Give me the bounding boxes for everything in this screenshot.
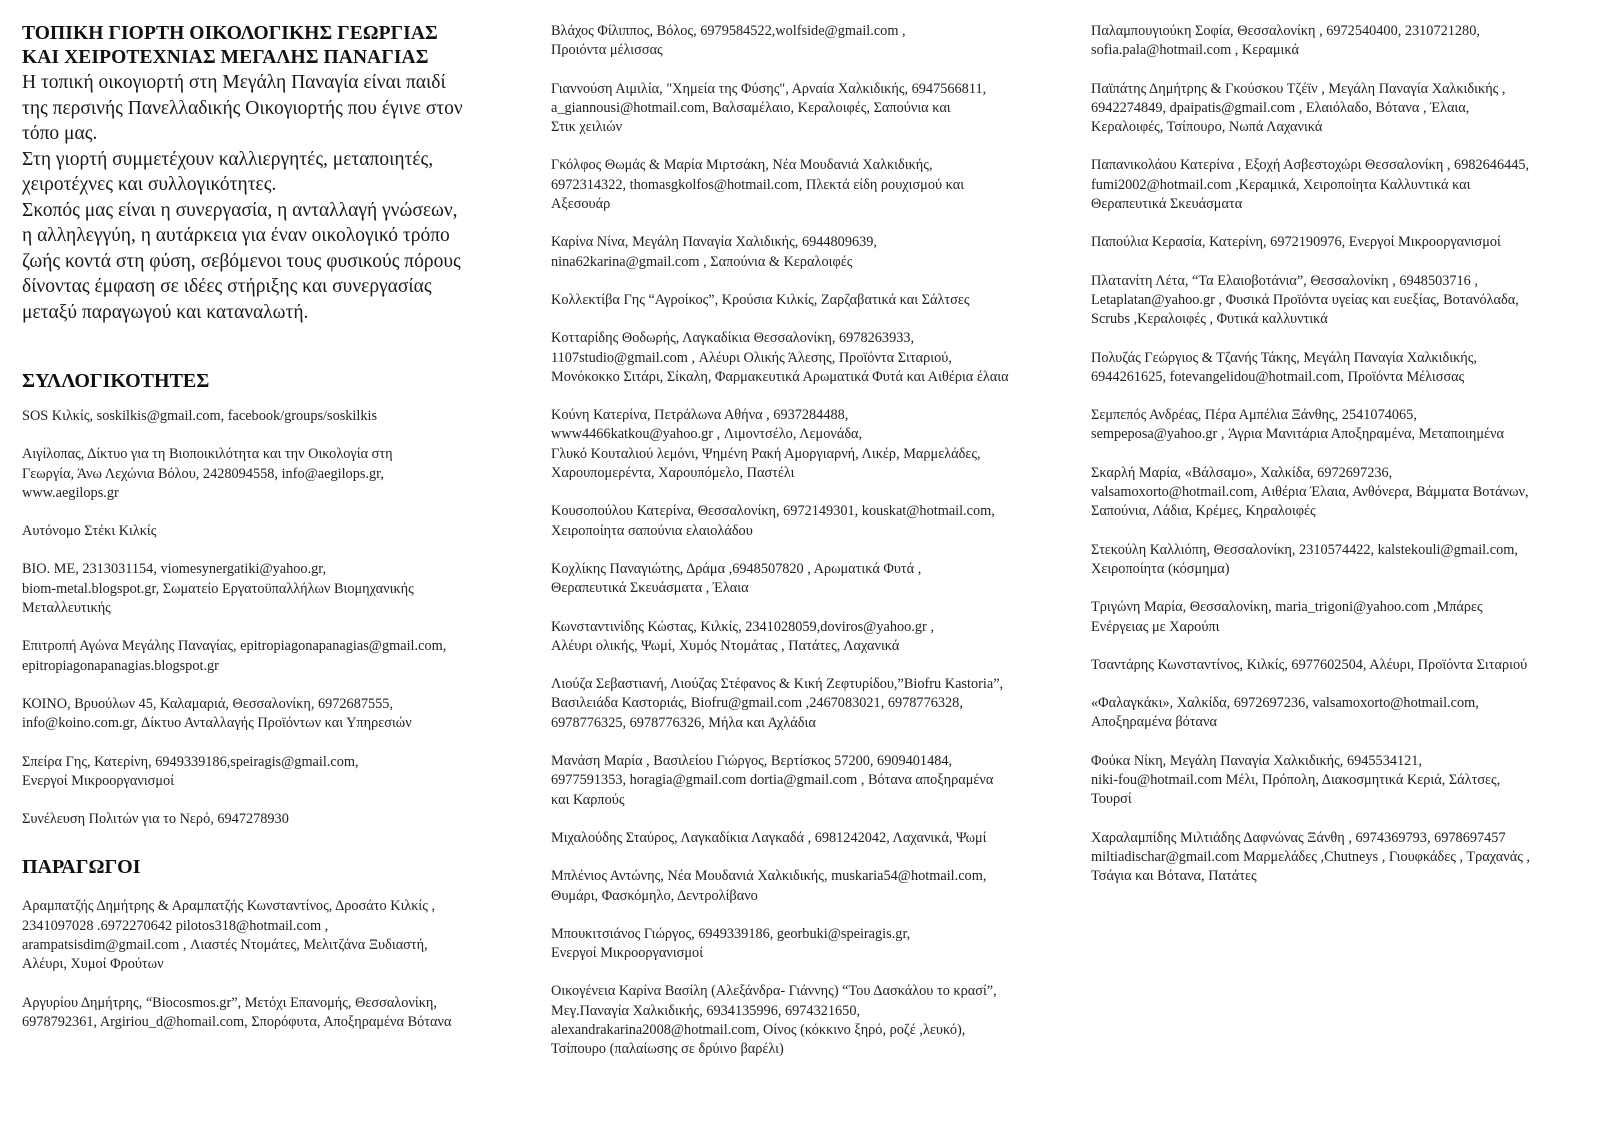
entry-line: www4466katkou@yahoo.gr , Λιμοντσέλο, Λεμονάδα, bbox=[551, 426, 863, 443]
entry-line: 6978776325, 6978776326, Μήλα και Αχλάδια bbox=[551, 714, 816, 731]
entry-line: Στικ χειλιών bbox=[551, 119, 623, 136]
collective-entry bbox=[22, 637, 522, 676]
entry-line: 6942274849, dpaipatis@gmail.com , Ελαιόλαδο, Βότανα , Έλαια, bbox=[1091, 99, 1470, 116]
entry-line: 6977591353, horagia@gmail.com dortia@gmail.com , Βότανα αποξηραμένα bbox=[551, 772, 994, 789]
column-left bbox=[22, 22, 522, 1051]
entry-line: Σπείρα Γης, Κατερίνη, 6949339186,speiragis@gmail.com, bbox=[22, 753, 359, 770]
producer-entry bbox=[551, 829, 1071, 848]
entry-line: Ενέργειας με Χαρούπι bbox=[1091, 618, 1220, 635]
entry-line: Οικογένεια Καρίνα Βασίλη (Αλεξάνδρα- Γιάννης) “Του Δασκάλου το κρασί”, bbox=[551, 983, 997, 1000]
producer-entry bbox=[551, 80, 1071, 138]
producer-entry bbox=[1091, 464, 1591, 522]
producer-entry bbox=[1091, 80, 1591, 138]
producer-entry bbox=[1091, 156, 1591, 214]
producer-entry bbox=[551, 867, 1071, 906]
document-title bbox=[22, 22, 522, 70]
entry-line: biom-metal.blogspot.gr, Σωματείο Εργατοϋπαλλήλων Βιομηχανικής bbox=[22, 580, 414, 597]
entry-line: valsamoxorto@hotmail.com, Αιθέρια Έλαια, Ανθόνερα, Βάμματα Βοτάνων, bbox=[1091, 484, 1529, 501]
entry-line: Λιούζα Σεβαστιανή, Λιούζας Στέφανος & Κική Ζεφτυρίδου,”Biofru Kastoria”, bbox=[551, 676, 1004, 693]
entry-line: Μιχαλούδης Σταύρος, Λαγκαδίκια Λαγκαδά , 6981242042, Λαχανικά, Ψωμί bbox=[551, 829, 987, 846]
entry-line: Τουρσί bbox=[1091, 791, 1132, 808]
intro-line: Στη γιορτή συμμετέχουν καλλιεργητές, μεταποιητές, bbox=[22, 148, 434, 170]
producer-entry bbox=[1091, 752, 1591, 810]
entry-line: Παπούλια Κερασία, Κατερίνη, 6972190976, Ενεργοί Μικροοργανισμοί bbox=[1091, 234, 1501, 251]
entry-line: 1107studio@gmail.com , Αλέυρι Ολικής Άλεσης, Προϊόντα Σιταριού, bbox=[551, 349, 952, 366]
entry-line: a_giannousi@hotmail.com, Βαλσαμέλαιο, Κεραλοιφές, Σαπούνια και bbox=[551, 99, 951, 116]
entry-line: Γκόλφος Θωμάς & Μαρία Μιρτσάκη, Νέα Μουδανιά Χαλκιδικής, bbox=[551, 157, 933, 174]
entry-line: Γλυκό Κουταλιού λεμόνι, Ψημένη Ρακή Αμοργιαρνή, Λικέρ, Μαρμελάδες, bbox=[551, 445, 981, 462]
entry-line: Βλάχος Φίλιππος, Βόλος, 6979584522,wolfside@gmail.com , bbox=[551, 23, 906, 39]
entry-line: Τριγώνη Μαρία, Θεσσαλονίκη, maria_trigoni@yahoo.com ,Μπάρες bbox=[1091, 599, 1483, 616]
entry-line: Κουσοπούλου Κατερίνα, Θεσσαλονίκη, 6972149301, kouskat@hotmail.com, bbox=[551, 503, 995, 520]
producer-entry bbox=[551, 982, 1071, 1059]
entry-line: Φούκα Νίκη, Μεγάλη Παναγία Χαλκιδικής, 6945534121, bbox=[1091, 752, 1423, 769]
entry-line: Αιγίλοπας, Δίκτυο για τη Βιοποικιλότητα και την Οικολογία στη bbox=[22, 446, 393, 463]
producer-entry bbox=[551, 560, 1071, 599]
entry-line: Σκαρλή Μαρία, «Βάλσαμο», Χαλκίδα, 6972697236, bbox=[1091, 464, 1393, 481]
entry-line: epitropiagonapanagias.blogspot.gr bbox=[22, 657, 219, 674]
entry-line: Κεραλοιφές, Τσίπουρο, Νωπά Λαχανικά bbox=[1091, 119, 1323, 136]
collective-entry bbox=[22, 753, 522, 792]
intro-line: τόπο μας. bbox=[22, 123, 98, 144]
intro-line: Η τοπική οικογιορτή στη Μεγάλη Παναγία είναι παιδί bbox=[22, 72, 446, 93]
entry-line: Πλατανίτη Λέτα, “Τα Ελαιοβοτάνια”, Θεσσαλονίκη , 6948503716 , bbox=[1091, 272, 1478, 289]
entry-line: Τσαντάρης Κωνσταντίνος, Κιλκίς, 6977602504, Αλέυρι, Προϊόντα Σιταριού bbox=[1091, 656, 1528, 673]
entry-line: Χειροποίητα σαπούνια ελαιολάδου bbox=[551, 522, 753, 539]
entry-line: Scrubs ,Κεραλοιφές , Φυτικά καλλυντικά bbox=[1091, 311, 1328, 328]
entry-line: www.aegilops.gr bbox=[22, 484, 119, 501]
intro-line: ζωής κοντά στη φύση, σεβόμενοι τους φυσικούς πόρους bbox=[22, 250, 461, 272]
entry-line: Αποξηραμένα βότανα bbox=[1091, 714, 1217, 731]
entry-line: Κολλεκτίβα Γης “Αγροίκος”, Κρούσια Κιλκίς, Ζαρζαβατικά και Σάλτσες bbox=[551, 291, 970, 308]
producer-entry bbox=[1091, 541, 1591, 580]
producer-entry bbox=[551, 752, 1071, 810]
entry-line: Μονόκοκκο Σιτάρι, Σίκαλη, Φαρμακευτικά Αρωματικά Φυτά και Αιθέρια έλαια bbox=[551, 368, 1009, 385]
entry-line: Αλέυρι, Χυμοί Φρούτων bbox=[22, 956, 164, 973]
producer-entry bbox=[1091, 694, 1591, 733]
entry-line: Χαραλαμπίδης Μιλτιάδης Δαφνώνας Ξάνθη , 6974369793, 6978697457 bbox=[1091, 829, 1506, 846]
entry-line: Αργυρίου Δημήτρης, “Biocosmos.gr”, Μετόχι Επανομής, Θεσσαλονίκη, bbox=[22, 994, 437, 1011]
entry-line: Παλαμπουγιούκη Σοφία, Θεσσαλονίκη , 6972540400, 2310721280, bbox=[1091, 23, 1480, 39]
entry-line: «Φαλαγκάκι», Χαλκίδα, 6972697236, valsamoxorto@hotmail.com, bbox=[1091, 695, 1479, 712]
producer-entry bbox=[22, 994, 522, 1033]
intro-paragraph bbox=[22, 70, 522, 325]
producer-entry bbox=[1091, 598, 1591, 637]
entry-line: Μπουκιτσιάνος Γιώργος, 6949339186, georbuki@speiragis.gr, bbox=[551, 925, 911, 942]
entry-line: Χαρουπομερέντα, Χαρουπόμελο, Παστέλι bbox=[551, 465, 795, 482]
section-heading-producers: ΠΑΡΑΓΩΓΟΙ bbox=[22, 856, 141, 879]
intro-line: η αλληλεγγύη, η αυτάρκεια για έναν οικολογικό τρόπο bbox=[22, 225, 450, 246]
title-line-1: ΤΟΠΙΚΗ ΓΙΟΡΤΗ ΟΙΚΟΛΟΓΙΚΗΣ ΓΕΩΡΓΙΑΣ bbox=[22, 23, 438, 44]
entry-line: Μπλένιος Αντώνης, Νέα Μουδανιά Χαλκιδικής, muskaria54@hotmail.com, bbox=[551, 868, 987, 885]
collective-entry bbox=[22, 407, 522, 426]
producers-list-part-1 bbox=[22, 897, 522, 1032]
producer-entry bbox=[551, 618, 1071, 657]
producer-entry bbox=[22, 897, 522, 974]
entry-line: Θυμάρι, Φασκόμηλο, Δεντρολίβανο bbox=[551, 887, 758, 904]
entry-line: nina62karina@gmail.com , Σαπούνια & Κεραλοιφές bbox=[551, 253, 853, 270]
entry-line: και Καρπούς bbox=[551, 791, 625, 808]
entry-line: sofia.pala@hotmail.com , Κεραμικά bbox=[1091, 42, 1299, 59]
entry-line: fumi2002@hotmail.com ,Κεραμικά, Χειροποίητα Καλλυντικά και bbox=[1091, 176, 1471, 193]
producer-entry bbox=[551, 502, 1071, 541]
entry-line: Αυτόνομο Στέκι Κιλκίς bbox=[22, 523, 157, 540]
entry-line: 6978792361, Argiriou_d@homail.com, Σπορόφυτα, Αποξηραμένα Βότανα bbox=[22, 1013, 452, 1030]
column-middle bbox=[551, 22, 1071, 1079]
entry-line: Letaplatan@yahoo.gr , Φυσικά Προϊόντα υγείας και ευεξίας, Βοτανόλαδα, bbox=[1091, 291, 1519, 308]
producer-entry bbox=[551, 675, 1071, 733]
producers-list-part-3 bbox=[1091, 22, 1591, 887]
entry-line: Αραμπατζής Δημήτρης & Αραμπατζής Κωνσταντίνος, Δροσάτο Κιλκίς , bbox=[22, 898, 436, 915]
producer-entry bbox=[1091, 22, 1591, 61]
producer-entry bbox=[551, 156, 1071, 214]
intro-line: χειροτέχνες και συλλογικότητες. bbox=[22, 174, 277, 195]
entry-line: 6972314322, thomasgkolfos@hotmail.com, Πλεκτά είδη ρουχισμού και bbox=[551, 176, 965, 193]
producer-entry bbox=[551, 233, 1071, 272]
collective-entry bbox=[22, 695, 522, 734]
intro-line: μεταξύ παραγωγού και καταναλωτή. bbox=[22, 301, 309, 323]
producer-entry bbox=[1091, 829, 1591, 887]
entry-line: 2341097028 .6972270642 pilotos318@hotmail.com , bbox=[22, 917, 329, 934]
title-line-2: ΚΑΙ ΧΕΙΡΟΤΕΧΝΙΑΣ ΜΕΓΑΛΗΣ ΠΑΝΑΓΙΑΣ bbox=[22, 47, 429, 68]
entry-line: Κωνσταντινίδης Κώστας, Κιλκίς, 2341028059,doviros@yahoo.gr , bbox=[551, 618, 934, 635]
producer-entry bbox=[1091, 349, 1591, 388]
entry-line: Αξεσουάρ bbox=[551, 196, 611, 213]
entry-line: Θεραπευτικά Σκευάσματα bbox=[1091, 196, 1243, 213]
producer-entry bbox=[1091, 656, 1591, 675]
producer-entry bbox=[551, 329, 1071, 387]
entry-line: Επιτροπή Αγώνα Μεγάλης Παναγίας, epitropiagonapanagias@gmail.com, bbox=[22, 638, 447, 655]
producer-entry bbox=[1091, 233, 1591, 252]
entry-line: Κοτταρίδης Θοδωρής, Λαγκαδίκια Θεσσαλονίκη, 6978263933, bbox=[551, 330, 915, 347]
producers-list-part-2 bbox=[551, 22, 1071, 1060]
collective-entry bbox=[22, 560, 522, 618]
producer-entry bbox=[551, 22, 1071, 61]
entry-line: Μεγ.Παναγία Χαλκιδικής, 6934135996, 6974321650, bbox=[551, 1002, 861, 1019]
entry-line: Συνέλευση Πολιτών για το Νερό, 6947278930 bbox=[22, 811, 289, 828]
entry-line: Ενεργοί Μικροοργανισμοί bbox=[22, 772, 175, 789]
entry-line: Σαπούνια, Λάδια, Κρέμες, Κηραλοιφές bbox=[1091, 503, 1316, 520]
entry-line: Σεμπεπός Ανδρέας, Πέρα Αμπέλια Ξάνθης, 2541074065, bbox=[1091, 407, 1417, 424]
entry-line: Καρίνα Νίνα, Μεγάλη Παναγία Χαλιδικής, 6944809639, bbox=[551, 234, 878, 251]
entry-line: Παϊπάτης Δημήτρης & Γκούσκου Τζέϊν , Μεγάλη Παναγία Χαλκιδικής , bbox=[1091, 80, 1506, 97]
intro-line: Σκοπός μας είναι η συνεργασία, η ανταλλαγή γνώσεων, bbox=[22, 199, 458, 221]
entry-line: arampatsisdim@gmail.com , Λιαστές Ντομάτες, Μελιτζάνα Ξυδιαστή, bbox=[22, 937, 428, 954]
entry-line: Βασιλειάδα Καστοριάς, Biofru@gmail.com ,2467083021, 6978776328, bbox=[551, 695, 963, 712]
intro-line: της περσινής Πανελλαδικής Οικογιορτής που έγινε στον bbox=[22, 97, 463, 119]
entry-line: Αλέυρι ολικής, Ψωμί, Χυμός Ντομάτας , Πατάτες, Λαχανικά bbox=[551, 637, 900, 654]
collective-entry bbox=[22, 445, 522, 503]
entry-line: ΚΟΙΝΟ, Βρυούλων 45, Καλαμαριά, Θεσσαλονίκη, 6972687555, bbox=[22, 695, 394, 712]
collective-entry bbox=[22, 522, 522, 541]
producer-entry bbox=[551, 925, 1071, 964]
entry-line: Στεκούλη Καλλιόπη, Θεσσαλονίκη, 2310574422, kalstekouli@gmail.com, bbox=[1091, 541, 1518, 558]
section-heading-collectives: ΣΥΛΛΟΓΙΚΟΤΗΤΕΣ bbox=[22, 370, 210, 392]
entry-line: Τσίπουρο (παλαίωσης σε δρύινο βαρέλι) bbox=[551, 1041, 784, 1058]
entry-line: Πολυζάς Γεώργιος & Τζανής Τάκης, Μεγάλη Παναγία Χαλκιδικής, bbox=[1091, 349, 1477, 366]
entry-line: Γεωργία, Άνω Λεχώνια Βόλου, 2428094558, info@aegilops.gr, bbox=[22, 465, 384, 482]
entry-line: Μανάση Μαρία , Βασιλείου Γιώργος, Βερτίσκος 57200, 6909401484, bbox=[551, 753, 953, 770]
entry-line: Τσάγια και Βότανα, Πατάτες bbox=[1091, 868, 1257, 885]
entry-line: 6944261625, fotevangelidou@hotmail.com, Προϊόντα Μέλισσας bbox=[1091, 368, 1465, 385]
entry-line: Γιαννούση Αιμιλία, "Χημεία της Φύσης", Αρναία Χαλκιδικής, 6947566811, bbox=[551, 80, 987, 97]
entry-line: Κούνη Κατερίνα, Πετράλωνα Αθήνα , 6937284488, bbox=[551, 407, 849, 424]
producer-entry bbox=[1091, 272, 1591, 330]
entry-line: Μεταλλευτικής bbox=[22, 600, 111, 617]
entry-line: Θεραπευτικά Σκευάσματα , Έλαια bbox=[551, 580, 749, 597]
entry-line: sempeposa@yahoo.gr , Άγρια Μανιτάρια Αποξηραμένα, Μεταποιημένα bbox=[1091, 426, 1504, 443]
entry-line: Ενεργοί Μικροοργανισμοί bbox=[551, 945, 704, 962]
entry-line: SOS Κιλκίς, soskilkis@gmail.com, facebook/groups/soskilkis bbox=[22, 408, 378, 424]
entry-line: info@koino.com.gr, Δίκτυο Ανταλλαγής Προϊόντων και Υπηρεσιών bbox=[22, 715, 412, 732]
entry-line: niki-fou@hotmail.com Μέλι, Πρόπολη, Διακοσμητικά Κεριά, Σάλτσες, bbox=[1091, 772, 1501, 789]
column-right bbox=[1091, 22, 1591, 906]
entry-line: alexandrakarina2008@hotmail.com, Οίνος (κόκκινο ξηρό, ροζέ ,λευκό), bbox=[551, 1021, 966, 1038]
collectives-list bbox=[22, 407, 522, 829]
producer-entry bbox=[1091, 406, 1591, 445]
producer-entry bbox=[551, 291, 1071, 310]
entry-line: miltiadischar@gmail.com Μαρμελάδες ,Chutneys , Γιουφκάδες , Τραχανάς , bbox=[1091, 848, 1531, 865]
entry-line: Παπανικολάου Κατερίνα , Εξοχή Ασβεστοχώρι Θεσσαλονίκη , 6982646445, bbox=[1091, 157, 1530, 174]
entry-line: Κοχλίκης Παναγιώτης, Δράμα ,6948507820 , Αρωματικά Φυτά , bbox=[551, 560, 922, 577]
collective-entry bbox=[22, 810, 522, 829]
entry-line: ΒΙΟ. ΜΕ, 2313031154, viomesynergatiki@yahoo.gr, bbox=[22, 561, 327, 578]
entry-line: Προιόντα μέλισσας bbox=[551, 42, 663, 59]
producer-entry bbox=[551, 406, 1071, 483]
intro-line: δίνοντας έμφαση σε ιδέες στήριξης και συνεργασίας bbox=[22, 276, 432, 297]
entry-line: Χειροποίητα (κόσμημα) bbox=[1091, 560, 1230, 577]
